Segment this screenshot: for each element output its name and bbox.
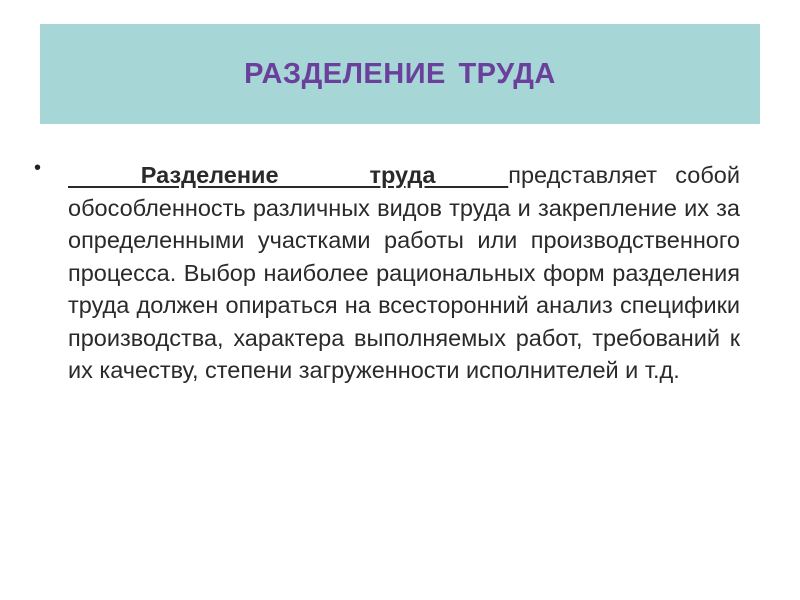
defined-term: Разделение труда	[68, 162, 509, 188]
definition-paragraph	[68, 159, 740, 387]
title-band	[40, 24, 760, 124]
bullet-icon: •	[34, 157, 42, 179]
slide-title: РАЗДЕЛЕНИЕ ТРУДА	[244, 57, 556, 90]
definition-text: представляет собой обособленность различных видов труда и закрепление их за определенными участками работы или производственного процесса. Выбор наиболее рациональных форм разделения труда должен опираться на всесторонний анализ специфики производства, характера выполняемых работ, требований к их качеству, степени загруженности исполнителей и т.д.	[68, 162, 740, 383]
